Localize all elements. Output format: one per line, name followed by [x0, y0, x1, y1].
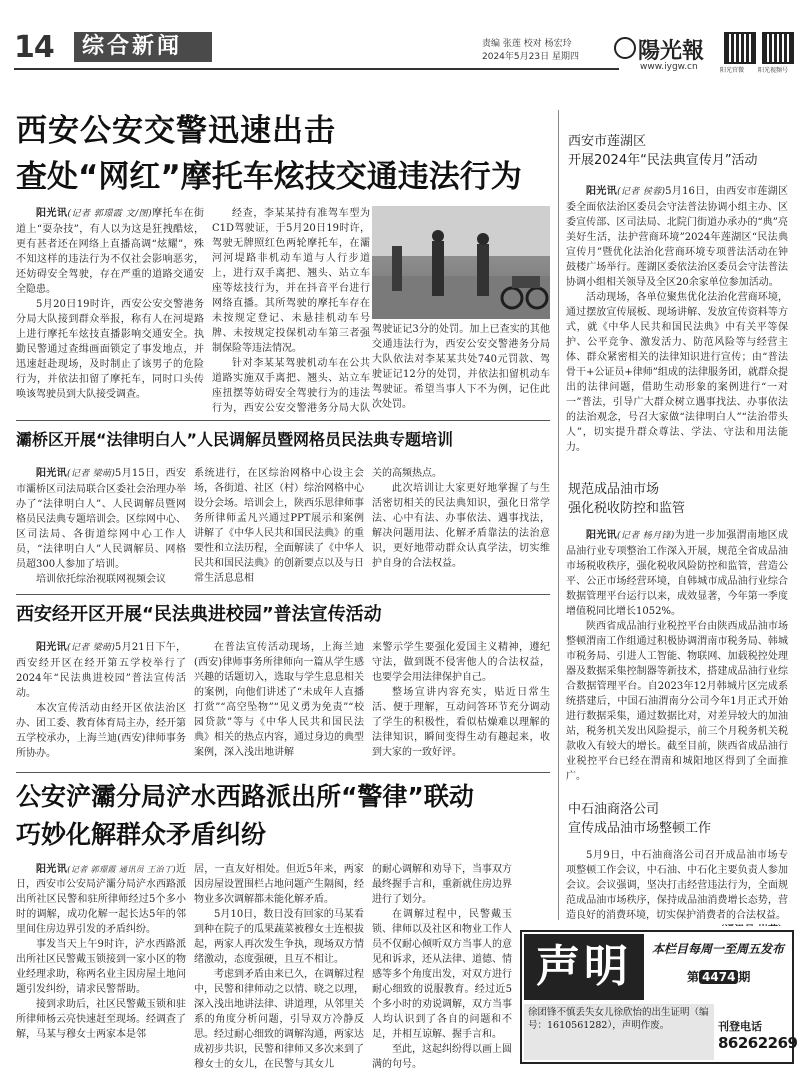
header-divider	[14, 68, 619, 70]
article2-col1-text: 5月15日，西安市灞桥区司法局联合区委社会治理办举办了“法律明白人”、人民调解员暨网格员民法典专题培训会。区综网中心、区司法局、各街道综网中心工作人员，“法律明白人”人民调解员、网格员超300人参加了培训。	[16, 468, 186, 570]
article1-col3-text: 驾驶证记3分的处罚。加上已查实的其他交通违法行为，西安公安交警港务分局大队依法对李某某共处740元罚款、驾驶证记12分的处罚，并依法扣留机动车驾驶证。希望当事人下不为例，记住此次处罚。	[372, 324, 550, 410]
article4-title-line1: 公安浐灞分局浐水西路派出所“警律”联动	[16, 782, 474, 811]
article3-title: 西安经开区开展“民法典进校园”普法宣传活动	[16, 604, 382, 625]
article4-col3	[372, 862, 512, 1072]
byline-reporter: (记者 梁萌)	[67, 469, 115, 479]
side2-p2: 陕西省成品油行业税控平台由陕西成品油市场整顿渭南工作组通过积极协调渭南市税务局、韩城市税务局、引进人工智能、物联网、加载税控处理器及数据采集控制器等新技术，搭建成品油行业综合数据管理平台。自2023年12月韩城片区完成系统搭建后，中国石油渭南分公司今年1月正式开始进行数据采集，通过数据比对，对差异较大的加油站，税务机关发出风险提示，前三个月税务机关税款收入有较大的增长。截至目前，陕西省成品油行业税控平台已经在渭南和城阳地区得到了全面推广。	[566, 621, 788, 782]
article4-col1-p2: 事发当天上午9时许，浐水西路派出所社区民警戴玉锁接到一家小区的物业经理求助，称两名业主因房屋土地问题引发纠纷，请求民警帮助。	[16, 939, 186, 995]
article1-col1-text: 摩托车在街道上“耍杂技”，有人以为这是狂拽酷炫，更有甚者还在网络上直播高调“炫耀”，殊不知这样的违法行为不仅社会影响恶劣，还妨碍安全驾驶，存在严重的道路交通安全隐患。	[16, 208, 204, 295]
page-header	[14, 30, 792, 74]
article2-col2	[194, 466, 364, 590]
article2-title: 灞桥区开展“法律明白人”人民调解员暨网格员民法典专题培训	[16, 430, 454, 449]
side1-p2: 活动现场，各单位聚焦优化法治化营商环境，通过摆放宣传展板、现场讲解、发放宣传资料等方式，就《中华人民共和国民法典》中有关平等保护、公平竞争、激发活力、防范风险等与经营主体、群众紧密相关的法律知识进行宣传；由“普法骨干+公证员+律师”组成的法律服务团，就群众提出的法律问题，借助生动形象的案例进行“一对一”普法，引导广大群众树立遇事找法、办事依法的法治观念，号召大家做“法律明白人”“法治带头人”，切实提升群众尊法、学法、守法和用法能力。	[566, 292, 788, 453]
column-divider	[558, 110, 559, 920]
article1-col2	[212, 206, 370, 416]
article4-col3-p2: 在调解过程中，民警戴玉锁、律师以及社区和物业工作人员不仅耐心倾听双方当事人的意见和诉求，还从法律、道德、情感等多个角度出发，对双方进行耐心细致的说服教育。经过近5个多小时的劝说调解，双方当事人均认识到了各自的问题和不足，并相互谅解、握手言和。	[372, 909, 512, 1040]
side3-body	[566, 848, 788, 926]
divider	[16, 594, 550, 595]
phone-number: 86262269	[718, 1034, 798, 1052]
newspaper-logo: 陽光報	[638, 38, 705, 64]
article1-col1-p2: 5月20日19时许，西安公安交警港务分局大队接到群众举报，称有人在河堤路上进行摩托车炫技直播影响交通安全。执勤民警通过查缉画面锁定了事发地点，并迅速赶赴现场，及时制止了该男子的危险行为，并依法扣留了摩托车，同时口头传唤该驾驶员到大队接受调查。	[16, 299, 204, 400]
article1-photo	[372, 206, 550, 319]
article4-title-line2: 巧妙化解群众矛盾纠纷	[16, 820, 267, 849]
page-number: 14	[14, 30, 54, 65]
qr-code-icon	[724, 32, 756, 64]
qr-code-icon	[762, 32, 794, 64]
article1-col2-p2: 针对李某某驾驶机动车在公共道路实施双手离把、翘头、站立车座扭摆等妨碍安全驾驶行为的违法行为，西安公安交警港务分局大队	[212, 358, 370, 414]
byline-reporter: (记者 杨月锋)	[617, 531, 675, 541]
byline: 阳光讯	[36, 208, 68, 219]
article4-col2	[194, 862, 364, 1072]
side2-title	[568, 480, 788, 518]
byline-reporter: (记者 梁萌)	[67, 643, 115, 653]
article4-col3-p3: 至此，这起纠纷得以画上圆满的句号。	[372, 1044, 512, 1070]
article1-title-line1: 西安公安交警迅速出击	[16, 113, 336, 149]
side2-body	[566, 528, 788, 790]
article2-col3-p1: 关的高频热点。	[372, 468, 442, 479]
article4-col1-text: 近日，西安市公安局浐灞分局浐水西路派出所社区民警和驻所律师经过5个多小时的调解，成功化解一起长达5年的邻里间住房边界引发的矛盾纠纷。	[16, 864, 186, 935]
article4-col1	[16, 862, 186, 1072]
side3-title	[568, 800, 788, 838]
byline-reporter: (记者 侯蓉)	[617, 187, 666, 197]
divider	[16, 420, 550, 421]
byline: 阳光讯	[586, 186, 618, 197]
issue-suffix: 期	[738, 970, 751, 984]
article1-headline	[16, 108, 522, 200]
notice-heading: 声明	[524, 934, 644, 1000]
side1-title-line1: 西安市莲湖区	[568, 134, 647, 149]
article1-title-line2: 查处“网红”摩托车炫技交通违法行为	[16, 159, 522, 195]
byline: 阳光讯	[36, 864, 68, 875]
article3-col2	[194, 640, 364, 764]
side3-title-line2: 宣传成品油市场整顿工作	[568, 821, 712, 836]
article2-col1	[16, 466, 186, 590]
qr1-caption: 阳光官微	[720, 67, 745, 74]
article4-col2-p3: 考虑到矛盾由来已久，在调解过程中，民警和律师动之以情、晓之以理，深入浅出地讲法律、讲道理，从邻里关系的角度分析问题，引导双方冷静反思。经过耐心细致的调解沟通，两家达成初步共识，民警和律师又多次来到了穆女士的女儿，在民警与其女儿	[194, 969, 364, 1070]
byline: 阳光讯	[36, 642, 68, 653]
article4-headline	[16, 778, 474, 854]
article4-col2-p2: 5月10日，数日没有回家的马某看到种在院子的瓜果蔬菜被穆女士连根拔起，两家人再次发生争执，现场双方情绪激动，态度强硬，且互不相让。	[194, 909, 364, 965]
website-url[interactable]: www.iygw.cn	[640, 62, 698, 72]
side3-title-line1: 中石油商洛公司	[568, 802, 660, 817]
article2-col3-p2: 此次培训让大家更好地掌握了与生活密切相关的民法典知识，强化日常学法、心中有法、办事依法、遇事找法，解决问题用法、化解矛盾靠法的法治意识，更好地带动群众认真学法，切实维护自身的合法权益。	[372, 483, 550, 569]
article3-col1-p2: 本次宣传活动由经开区依法治区办、团工委、教育体育局主办，经开第五学校承办，上海兰迪(西安)律师事务所协办。	[16, 703, 186, 759]
side2-p1: 为进一步加强渭南地区成品油行业专项整治工作深入开展，规范全省成品油市场税收秩序，强化税收风险防控和监管，营造公平、公正市场经营环境，自韩城市成品油行业综合数据管理平台运行以来，成效显著，今年第一季度增值税同比增长1052%。	[566, 530, 788, 617]
side2-title-line1: 规范成品油市场	[568, 482, 660, 497]
side1-p1: 5月16日，由西安市莲湖区委全面依法治区委员会守法普法协调小组主办、区委宣传部、区司法局、北院门街道办承办的“典”亮美好生活，法护营商环境”2024年莲湖区“民法典宣传月”暨优化法治化营商环境专项普法活动在钟鼓楼广场举行。莲湖区委依法治区委员会守法普法协调小组相关领导及全区20余家单位参加活动。	[566, 186, 788, 288]
notice-issue	[687, 968, 750, 985]
sun-logo-icon	[614, 37, 636, 59]
divider	[16, 772, 550, 773]
article4-col3-p1: 的耐心调解和劝导下，当事双方最终握手言和，重新就住房边界进行了划分。	[372, 864, 512, 905]
article1-col2-p1: 经查，李某某持有准驾车型为C1D驾驶证，于5月20日19时许，驾驶无牌照红色两轮摩托车，在灞河河堤路非机动车道与人行步道上，进行双手离把、翘头、站立车座等炫技行为，并在抖音平台进行网络直播。其所驾驶的摩托车存在未按规定登记、未悬挂机动车号牌、未按规定投保机动车第三者强制保险等违法情况。	[212, 208, 370, 354]
article4-col1-p3: 接到求助后，社区民警戴玉锁和驻所律师杨云亮快速赶至现场。经调查了解，马某与穆女士两家本是邻	[16, 999, 186, 1040]
side3-credit	[566, 923, 788, 926]
editors-line: 责编 张莲 校对 杨宏玲	[482, 39, 572, 49]
article2-col3	[372, 466, 550, 590]
article4-col2-p1: 居，一直友好相处。但近5年来，两家因房屋设置围栏占地问题产生隔阂，经物业多次调解都未能化解矛盾。	[194, 864, 364, 905]
byline-reporter: (记者 郭璟霞 文/图)	[67, 209, 152, 219]
qr2-caption: 阳光视频号	[758, 67, 789, 74]
side3-p1: 5月9日，中石油商洛公司召开成品油市场专项整顿工作会议，中石油、中石化主要负责人参加会议。会议强调，坚决打击经营违法行为，全面规范成品油市场秩序，保持成品油消费增长态势，营造良好的消费环境，切实保护消费者的合法权益。	[566, 850, 788, 921]
article3-col3	[372, 640, 550, 764]
section-name: 综合新闻	[74, 32, 212, 62]
notice-subtitle: 本栏目每周一至周五发布	[652, 942, 785, 956]
article3-col1	[16, 640, 186, 764]
phone-label: 刊登电话	[718, 1020, 762, 1033]
issue-prefix: 第	[687, 970, 700, 984]
editor-credits	[482, 38, 579, 64]
article1-col1	[16, 206, 204, 416]
notice-phone	[718, 1004, 798, 1060]
notice-body: 徐团锋不慎丢失女儿徐欣怡的出生证明（编号：1610561282），声明作废。	[524, 1004, 714, 1060]
traffic-police-photo-icon	[372, 206, 550, 319]
article3-col1-text: 5月21日下午，西安经开区在经开第五学校举行了2024年“民法典进校园”普法宣传活动。	[16, 642, 186, 699]
byline-reporter: (记者 郭璟霞 通讯员 王治丁)	[67, 865, 176, 874]
issue-date: 2024年5月23日 星期四	[482, 52, 579, 62]
side1-body	[566, 184, 788, 474]
article1-col3	[372, 322, 550, 418]
article2-col2-text: 系统进行，在区综治网格中心设主会场，各街道、社区（村）综治网格中心设分会场。培训会上，陕西乐思律师事务所律师孟凡兴通过PPT展示和案例讲解了《中华人民共和国民法典》的重要性和立法历程，全面解读了《中华人民共和国民法典》的创新要点以及与日常生活息息相	[194, 468, 364, 584]
byline: 阳光讯	[586, 530, 618, 541]
side1-title	[568, 132, 788, 170]
article3-col3-p1: 来警示学生要强化爱国主义精神，遵纪守法，做到既不侵害他人的合法权益，也要学会用法律保护自己。	[372, 642, 550, 683]
article2-col1-p2: 培训依托综治视联网视频会议	[36, 574, 166, 585]
byline: 阳光讯	[36, 468, 68, 479]
issue-number: 4474	[699, 970, 738, 984]
article3-col2-text: 在普法宣传活动现场，上海兰迪(西安)律师事务所律师向一篇从学生感兴趣的话题切入，选取与学生息息相关的案例，向他们讲述了“未成年人直播打赏”“高空坠物”“见义勇为免责”“校园贷款”等与《中华人民共和国民法典》相关的热点内容，通过身边的典型案例，深入浅出地讲解	[194, 642, 364, 758]
side2-title-line2: 强化税收防控和监管	[568, 501, 686, 516]
article3-col3-p2: 整场宣讲内容充实，贴近日常生活、便于理解，互动问答环节充分调动了学生的积极性，看似枯燥难以理解的法律知识，瞬间变得生动有趣起来，收到大家的一致好评。	[372, 687, 550, 758]
side1-title-line2: 开展2024年“民法典宣传月”活动	[568, 153, 758, 168]
notice-box	[520, 930, 798, 1064]
